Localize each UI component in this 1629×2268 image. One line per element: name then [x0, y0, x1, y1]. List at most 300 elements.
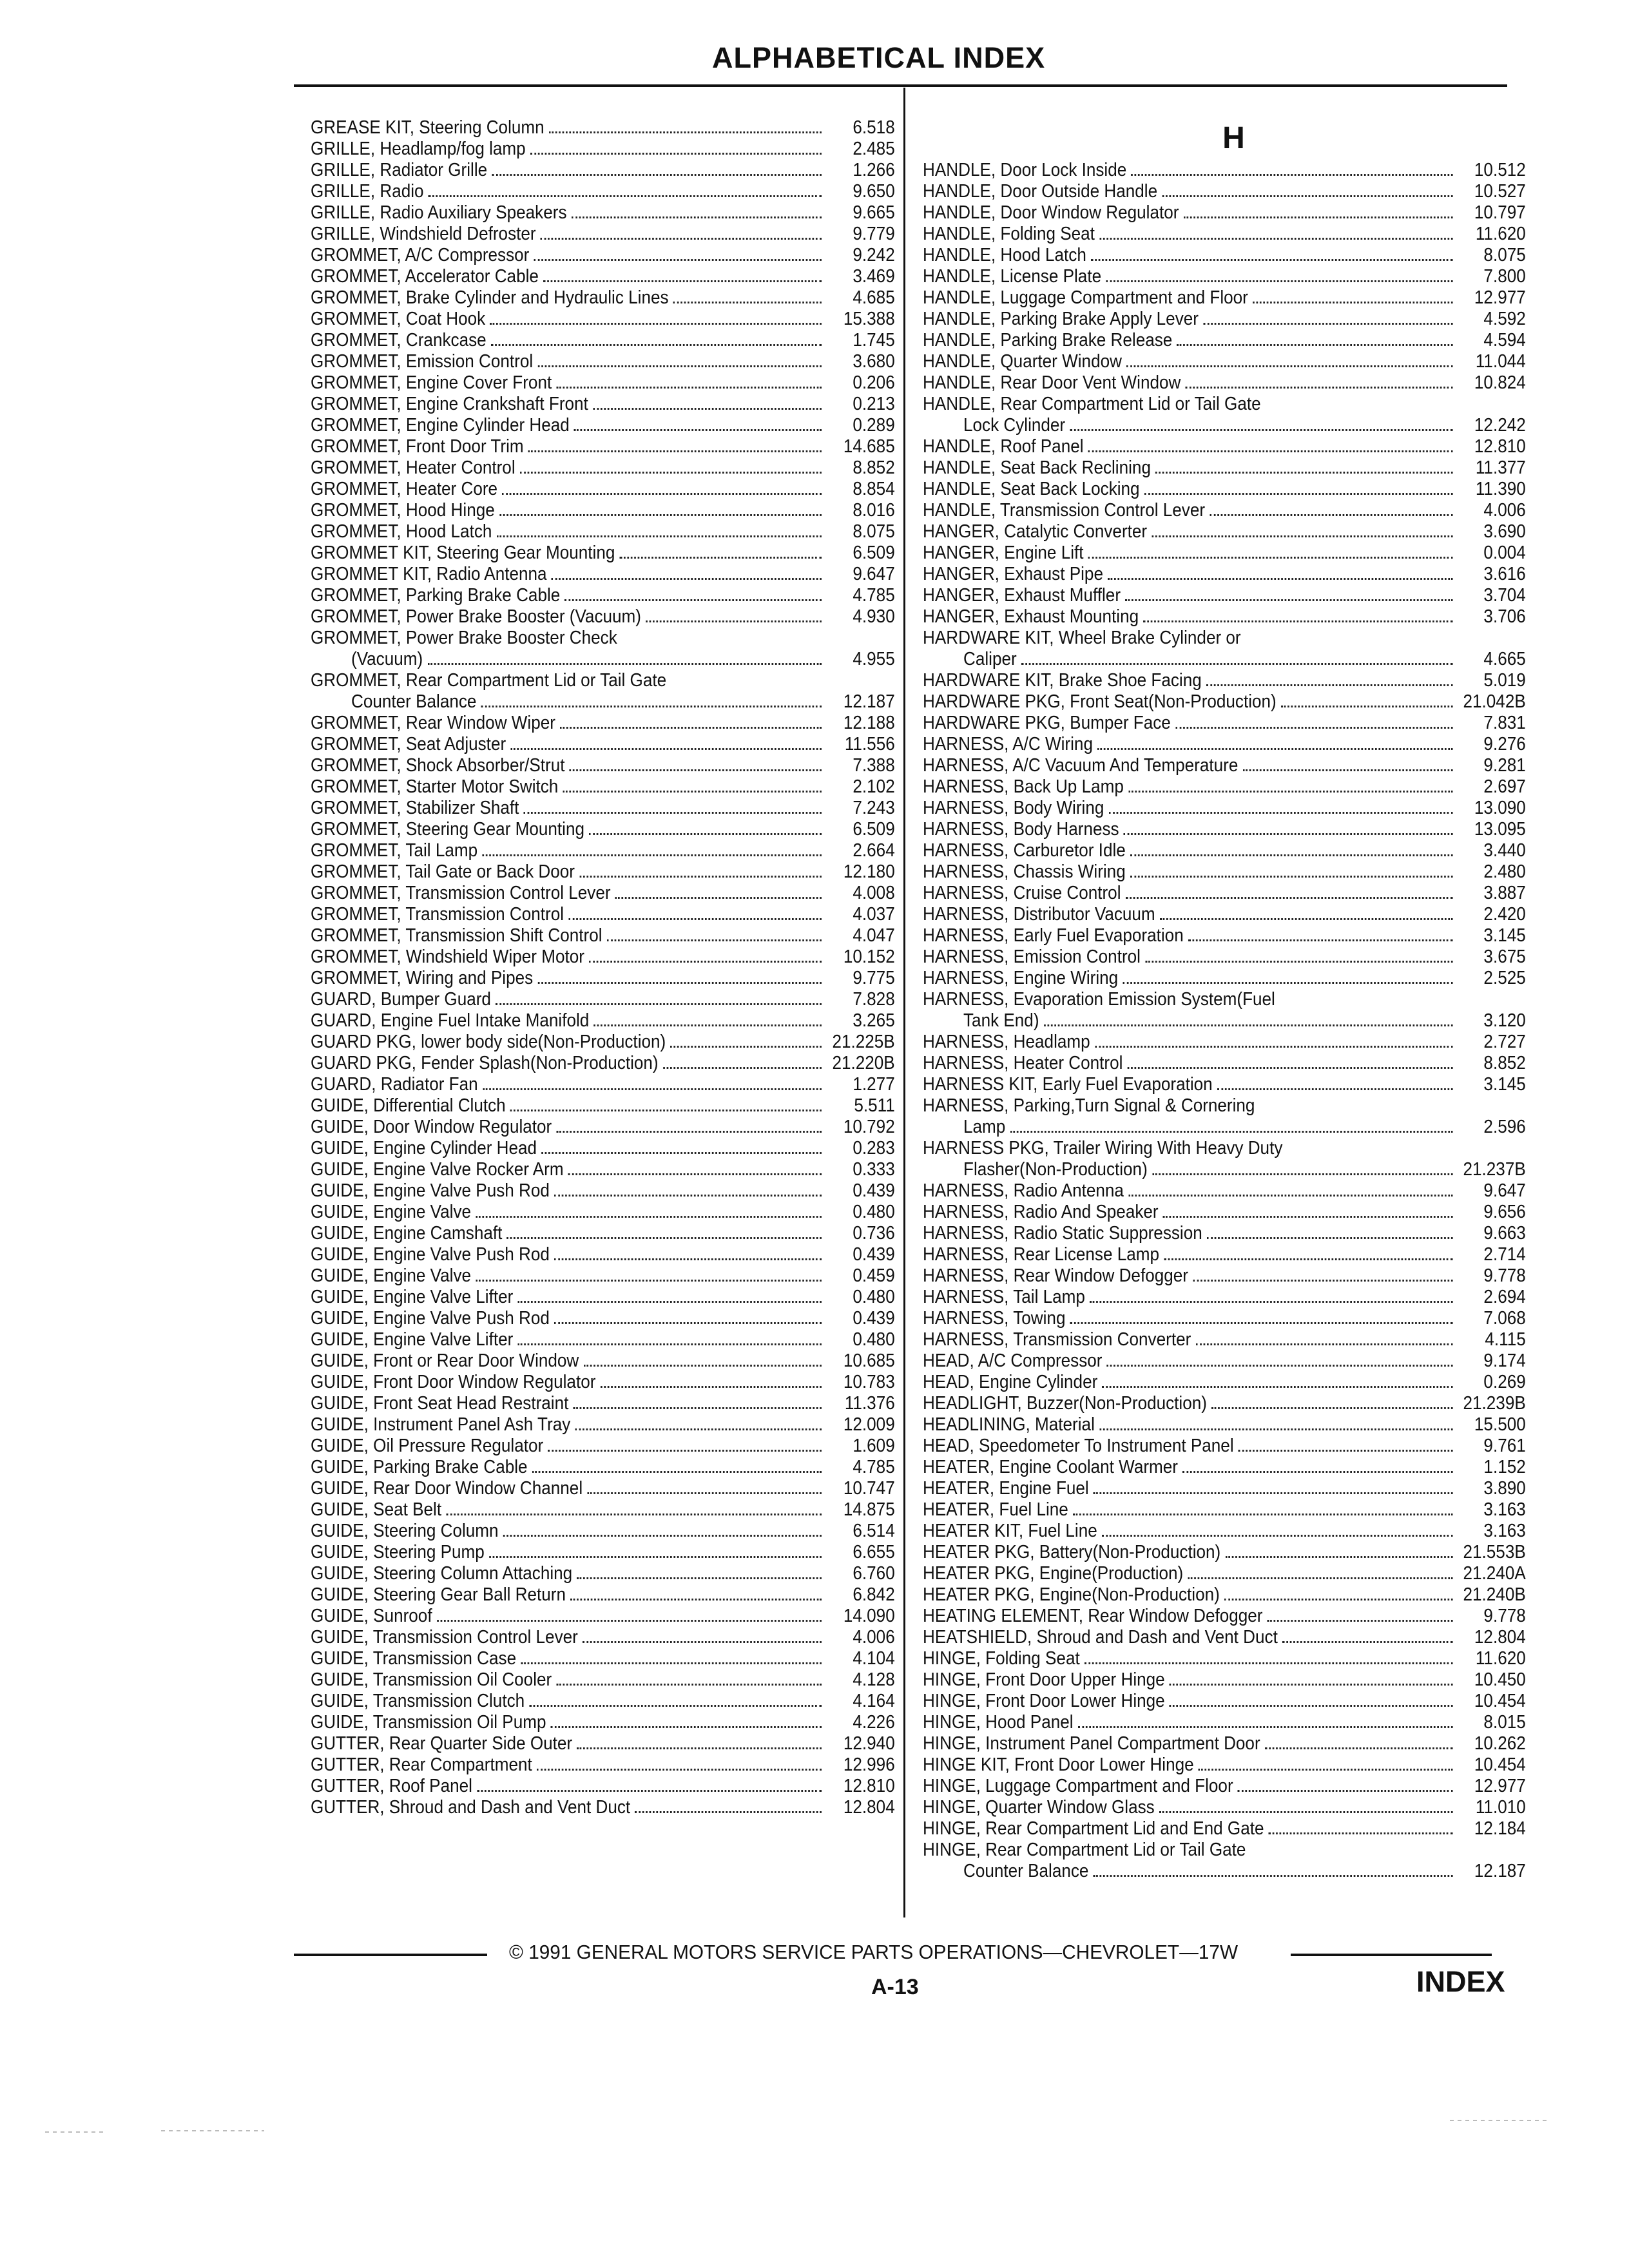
index-entry	[923, 989, 1526, 1032]
index-entry	[923, 798, 1526, 819]
page-reference: 12.009	[843, 1414, 895, 1435]
entry-text: HINGE, Rear Compartment Lid and End Gate	[923, 1818, 1264, 1839]
index-entry	[923, 330, 1526, 351]
dot-leader	[483, 1088, 822, 1090]
dot-leader	[1107, 1365, 1453, 1367]
entry-text: GROMMET, Engine Cylinder Head	[311, 415, 570, 436]
entry-text: HANDLE, Rear Compartment Lid or Tail Gate	[923, 394, 1261, 414]
index-entry	[311, 1648, 895, 1669]
entry-text: GRILLE, Windshield Defroster	[311, 224, 536, 244]
entry-text: HEATER PKG, Engine(Non-Production)	[923, 1584, 1220, 1605]
page-reference: 9.778	[1483, 1265, 1526, 1286]
dot-leader	[524, 812, 822, 814]
entry-text: HANDLE, Parking Brake Apply Lever	[923, 309, 1199, 329]
index-entry	[311, 925, 895, 947]
entry-text: GROMMET, Brake Cylinder and Hydraulic Lines	[311, 287, 669, 308]
index-entry	[923, 1797, 1526, 1818]
page-reference: 3.163	[1483, 1499, 1526, 1520]
index-entry	[923, 1521, 1526, 1542]
dot-leader	[1109, 812, 1453, 814]
right-column	[923, 117, 1525, 1882]
index-entry	[311, 1350, 895, 1372]
dot-leader	[552, 578, 822, 580]
index-entry	[311, 1308, 895, 1329]
entry-text: HARNESS, Radio And Speaker	[923, 1202, 1159, 1222]
index-entry	[923, 500, 1526, 521]
entry-text: GROMMET, Hood Latch	[311, 521, 492, 542]
page-reference: 9.650	[853, 181, 895, 202]
page-reference: 11.376	[844, 1393, 895, 1414]
entry-text: HARNESS, Carburetor Idle	[923, 840, 1126, 861]
page-reference: 9.778	[1483, 1606, 1526, 1626]
index-entry	[923, 1669, 1526, 1691]
index-entry	[923, 925, 1526, 947]
index-entry	[311, 1095, 895, 1117]
dot-leader	[1102, 1386, 1452, 1388]
index-entry	[311, 1265, 895, 1287]
dot-leader	[481, 706, 822, 707]
entry-text: GROMMET, Emission Control	[311, 351, 534, 372]
index-entry	[311, 457, 895, 479]
page-reference: 4.115	[1485, 1329, 1526, 1350]
page-reference: 4.592	[1483, 309, 1526, 329]
entry-text: GUIDE, Transmission Oil Cooler	[311, 1669, 552, 1690]
dot-leader	[446, 1514, 822, 1515]
dot-leader	[593, 408, 822, 410]
page-reference: 10.783	[843, 1372, 895, 1392]
index-entry	[311, 883, 895, 904]
index-entry	[923, 1712, 1526, 1733]
page-reference: 2.694	[1483, 1287, 1526, 1307]
page-reference: 10.747	[843, 1478, 895, 1499]
dot-leader	[572, 216, 822, 218]
dot-leader	[1128, 1195, 1452, 1196]
page-reference: 3.145	[1483, 1074, 1526, 1095]
dot-leader	[427, 663, 822, 665]
dot-leader	[1130, 854, 1452, 856]
entry-text: GROMMET, Hood Hinge	[311, 500, 495, 521]
index-entry	[311, 245, 895, 266]
page-reference: 4.128	[853, 1669, 895, 1690]
dot-leader	[1177, 344, 1453, 346]
entry-text: GUARD, Bumper Guard	[311, 989, 491, 1010]
page-reference: 11.010	[1475, 1797, 1526, 1818]
dot-leader	[551, 1726, 822, 1728]
index-entry	[311, 1457, 895, 1478]
footer-rule-right	[1291, 1954, 1492, 1956]
page-reference: 12.187	[843, 691, 895, 712]
entry-text: HANDLE, Seat Back Reclining	[923, 457, 1151, 478]
entry-text-continued: Caliper	[963, 649, 1017, 669]
page-reference: 4.594	[1483, 330, 1526, 351]
dot-leader	[1188, 939, 1452, 941]
entry-text: GROMMET, Engine Crankshaft Front	[311, 394, 588, 414]
index-entry	[311, 266, 895, 287]
entry-text: GROMMET, Stabilizer Shaft	[311, 798, 519, 818]
dot-leader	[1128, 1067, 1453, 1069]
entry-text: HEATER, Engine Coolant Warmer	[923, 1457, 1178, 1477]
entry-text: HEAD, Speedometer To Instrument Panel	[923, 1436, 1234, 1456]
entry-text: GROMMET, Shock Absorber/Strut	[311, 755, 565, 776]
page-reference: 12.810	[843, 1776, 895, 1796]
dot-leader	[583, 1365, 822, 1367]
page-reference: 12.977	[1474, 1776, 1526, 1796]
dot-leader	[548, 1450, 822, 1452]
index-entry	[311, 734, 895, 755]
left-column	[311, 117, 894, 1818]
page-reference: 4.665	[1483, 649, 1526, 669]
entry-text: GUIDE, Engine Valve Rocker Arm	[311, 1159, 564, 1180]
index-entry	[923, 1542, 1526, 1563]
entry-text: GUARD PKG, lower body side(Non-Production)	[311, 1032, 666, 1052]
dot-leader	[1152, 1173, 1452, 1175]
dot-leader	[1170, 1705, 1452, 1707]
page-reference: 9.647	[1483, 1180, 1526, 1201]
entry-text: HANGER, Exhaust Muffler	[923, 585, 1121, 606]
entry-text: GUIDE, Front Seat Head Restraint	[311, 1393, 569, 1414]
index-entry	[311, 606, 895, 628]
index-entry	[311, 1393, 895, 1414]
dot-leader	[1106, 280, 1452, 282]
page-reference: 21.553B	[1463, 1542, 1526, 1562]
dot-leader	[568, 918, 822, 920]
page-reference: 21.220B	[832, 1053, 895, 1073]
page-reference: 10.797	[1474, 202, 1526, 223]
entry-text: GREASE KIT, Steering Column	[311, 117, 545, 138]
index-entry	[923, 861, 1526, 883]
index-entry	[311, 351, 895, 372]
page-reference: 0.736	[853, 1223, 895, 1244]
entry-text: HANDLE, License Plate	[923, 266, 1102, 287]
dot-leader	[589, 961, 822, 963]
page-reference: 7.828	[853, 989, 895, 1010]
page-reference: 12.804	[843, 1797, 895, 1818]
dot-leader	[1088, 450, 1453, 452]
index-entry	[311, 1563, 895, 1584]
dot-leader	[568, 1173, 822, 1175]
entry-text: HARNESS, Early Fuel Evaporation	[923, 925, 1184, 946]
dot-leader	[482, 854, 822, 856]
entry-text: GROMMET, Starter Motor Switch	[311, 776, 559, 797]
dot-leader	[1160, 918, 1452, 920]
entry-text: HANGER, Catalytic Converter	[923, 521, 1148, 542]
dot-leader	[663, 1067, 822, 1069]
index-entry	[311, 1712, 895, 1733]
index-entry	[923, 457, 1526, 479]
entry-text: GUIDE, Front Door Window Regulator	[311, 1372, 596, 1392]
dot-leader	[1170, 1684, 1452, 1686]
page-title: ALPHABETICAL INDEX	[712, 41, 1046, 74]
index-entry	[311, 1032, 895, 1053]
entry-text: HINGE, Front Door Lower Hinge	[923, 1691, 1165, 1711]
entry-text: GUIDE, Parking Brake Cable	[311, 1457, 528, 1477]
index-entry	[311, 500, 895, 521]
entry-text: HANDLE, Rear Door Vent Window	[923, 372, 1181, 393]
page-reference: 9.656	[1483, 1202, 1526, 1222]
index-entry	[311, 713, 895, 734]
entry-text: GUTTER, Roof Panel	[311, 1776, 472, 1796]
entry-text: GROMMET, Power Brake Booster Check	[311, 628, 617, 648]
dot-leader	[1152, 535, 1452, 537]
dot-leader	[1162, 195, 1452, 197]
dot-leader	[1131, 174, 1452, 176]
index-entry	[311, 861, 895, 883]
dot-leader	[510, 748, 822, 750]
entry-text: GUTTER, Rear Quarter Side Outer	[311, 1733, 573, 1754]
dot-leader	[1010, 1131, 1452, 1133]
index-entry	[311, 1627, 895, 1648]
dot-leader	[1195, 1343, 1452, 1345]
entry-text: HARDWARE PKG, Front Seat(Non-Production)	[923, 691, 1277, 712]
page-reference: 11.620	[1475, 224, 1526, 244]
entry-text: GROMMET, Engine Cover Front	[311, 372, 552, 393]
entry-text: GROMMET, Wiring and Pipes	[311, 968, 534, 988]
page-reference: 1.745	[853, 330, 895, 351]
entry-text: GROMMET, Parking Brake Cable	[311, 585, 561, 606]
dot-leader	[1073, 1514, 1452, 1515]
index-entry	[923, 606, 1526, 628]
index-entry	[311, 139, 895, 160]
entry-text: GUIDE, Transmission Clutch	[311, 1691, 525, 1711]
index-entry	[923, 1840, 1526, 1882]
dot-leader	[1128, 791, 1452, 793]
page-reference: 3.706	[1483, 606, 1526, 627]
dot-leader	[537, 1769, 822, 1771]
index-entry	[311, 1414, 895, 1436]
index-entry	[923, 1457, 1526, 1478]
dot-leader	[532, 1471, 822, 1473]
entry-text: HARNESS, Evaporation Emission System(Fuel	[923, 989, 1275, 1010]
index-entry	[311, 415, 895, 436]
index-entry	[923, 1691, 1526, 1712]
dot-leader	[1090, 1301, 1452, 1303]
index-entry	[311, 1499, 895, 1521]
page-reference: 9.281	[1483, 755, 1526, 776]
entry-text: GUIDE, Transmission Oil Pump	[311, 1712, 546, 1733]
dot-leader	[570, 769, 822, 771]
index-entry	[923, 1499, 1526, 1521]
dot-leader	[492, 174, 822, 176]
page-reference: 7.243	[853, 798, 895, 818]
index-entry	[923, 1776, 1526, 1797]
section-letter: H	[1222, 121, 1245, 155]
index-entry	[311, 1754, 895, 1776]
dot-leader	[577, 1747, 822, 1749]
index-entry	[311, 330, 895, 351]
section-label: INDEX	[1416, 1965, 1505, 1998]
dot-leader	[564, 599, 822, 601]
dot-leader	[510, 1110, 822, 1111]
entry-text: GROMMET, Coat Hook	[311, 309, 486, 329]
page-reference: 6.518	[853, 117, 895, 138]
index-entry	[923, 202, 1526, 224]
index-entry	[311, 1478, 895, 1499]
entry-text: HINGE, Hood Panel	[923, 1712, 1074, 1733]
page-reference: 12.940	[843, 1733, 895, 1754]
dot-leader	[1102, 1535, 1452, 1537]
page-reference: 8.852	[1483, 1053, 1526, 1073]
index-entry	[311, 479, 895, 500]
dot-leader	[490, 323, 822, 325]
dot-leader	[1210, 514, 1452, 516]
dot-leader	[1099, 238, 1452, 240]
page-reference: 1.152	[1483, 1457, 1526, 1477]
index-entry	[923, 160, 1526, 181]
dot-leader	[554, 1258, 822, 1260]
index-entry	[923, 521, 1526, 543]
index-entry	[923, 1478, 1526, 1499]
dot-leader	[537, 982, 822, 984]
page-reference: 21.240A	[1463, 1563, 1526, 1584]
entry-text: GROMMET, Rear Compartment Lid or Tail Gate	[311, 670, 667, 691]
dot-leader	[437, 1620, 822, 1622]
entry-text: GUIDE, Engine Valve	[311, 1202, 472, 1222]
dot-leader	[1269, 1832, 1453, 1834]
entry-text: HARNESS, Emission Control	[923, 947, 1141, 967]
dot-leader	[1144, 493, 1453, 495]
dot-leader	[1199, 1769, 1452, 1771]
entry-text: HEATER KIT, Fuel Line	[923, 1521, 1097, 1541]
dot-leader	[1159, 1811, 1452, 1813]
footer-rule-left	[294, 1954, 487, 1956]
entry-text: HANDLE, Folding Seat	[923, 224, 1095, 244]
entry-text: HARNESS, Transmission Converter	[923, 1329, 1191, 1350]
page-reference: 3.704	[1483, 585, 1526, 606]
page-reference: 10.792	[843, 1117, 895, 1137]
page-reference: 12.804	[1474, 1627, 1526, 1648]
index-entry	[923, 351, 1526, 372]
page-reference: 7.800	[1483, 266, 1526, 287]
entry-text: GUTTER, Rear Compartment	[311, 1754, 532, 1775]
entry-text: HEATING ELEMENT, Rear Window Defogger	[923, 1606, 1263, 1626]
page-reference: 3.120	[1483, 1010, 1526, 1031]
dot-leader	[477, 1790, 822, 1792]
dot-leader	[1282, 1641, 1452, 1643]
page-reference: 4.164	[853, 1691, 895, 1711]
dot-leader	[1130, 876, 1452, 878]
index-entry	[311, 564, 895, 585]
entry-text: HANDLE, Parking Brake Release	[923, 330, 1173, 351]
entry-text-continued: Counter Balance	[351, 691, 477, 712]
entry-text: GUIDE, Front or Rear Door Window	[311, 1350, 579, 1371]
index-entry	[311, 1733, 895, 1754]
index-entry	[923, 266, 1526, 287]
entry-text: HARNESS, Radio Static Suppression	[923, 1223, 1202, 1244]
index-entry	[923, 840, 1526, 861]
page-reference: 5.511	[854, 1095, 895, 1116]
entry-text: GRILLE, Headlamp/fog lamp	[311, 139, 526, 159]
index-entry	[311, 1797, 895, 1818]
entry-text: HARNESS, Back Up Lamp	[923, 776, 1124, 797]
page-reference: 12.180	[843, 861, 895, 882]
index-entry	[311, 224, 895, 245]
column-divider	[903, 88, 905, 1917]
entry-text: HANDLE, Transmission Control Lever	[923, 500, 1206, 521]
page-reference: 0.283	[853, 1138, 895, 1158]
dot-leader	[563, 791, 822, 793]
page-reference: 12.242	[1474, 415, 1526, 436]
page-reference: 5.019	[1483, 670, 1526, 691]
index-entry	[923, 1606, 1526, 1627]
page-reference: 21.240B	[1463, 1584, 1526, 1605]
scan-speck	[1450, 2120, 1547, 2121]
entry-text: GROMMET, Accelerator Cable	[311, 266, 539, 287]
entry-text: HANGER, Engine Lift	[923, 543, 1084, 563]
page-reference: 4.037	[853, 904, 895, 925]
page-reference: 6.655	[853, 1542, 895, 1562]
dot-leader	[1253, 302, 1452, 303]
dot-leader	[589, 833, 822, 835]
index-entry	[923, 904, 1526, 925]
dot-leader	[1126, 897, 1453, 899]
entry-text: GUIDE, Engine Valve Push Rod	[311, 1180, 550, 1201]
index-entry	[311, 1372, 895, 1393]
entry-text: HANDLE, Door Window Regulator	[923, 202, 1179, 223]
entry-text: HARDWARE PKG, Bumper Face	[923, 713, 1171, 733]
entry-text: HARNESS PKG, Trailer Wiring With Heavy Duty	[923, 1138, 1283, 1158]
index-entry	[923, 181, 1526, 202]
index-entry	[311, 436, 895, 457]
entry-text: HARNESS, A/C Vacuum And Temperature	[923, 755, 1239, 776]
index-entry	[923, 1074, 1526, 1095]
dot-leader	[1145, 961, 1452, 963]
entry-text: GUIDE, Sunroof	[311, 1606, 432, 1626]
page-reference: 14.875	[843, 1499, 895, 1520]
dot-leader	[620, 557, 822, 559]
page-reference: 0.333	[853, 1159, 895, 1180]
index-entry	[923, 1202, 1526, 1223]
dot-leader	[1206, 684, 1452, 686]
page-reference: 8.075	[853, 521, 895, 542]
dot-leader	[1186, 387, 1453, 389]
index-entry	[311, 1053, 895, 1074]
entry-text: GUIDE, Engine Camshaft	[311, 1223, 503, 1244]
entry-text: HANGER, Exhaust Mounting	[923, 606, 1139, 627]
dot-leader	[476, 1280, 822, 1282]
page-reference: 6.842	[853, 1584, 895, 1605]
entry-text: GUIDE, Transmission Control Lever	[311, 1627, 578, 1648]
index-entry	[311, 1542, 895, 1563]
page-reference: 2.102	[853, 776, 895, 797]
index-entry	[923, 776, 1526, 798]
page-reference: 21.239B	[1463, 1393, 1526, 1414]
dot-leader	[530, 153, 822, 155]
index-entry	[923, 394, 1526, 436]
dot-leader	[520, 472, 822, 474]
dot-leader	[554, 1195, 822, 1196]
dot-leader	[1088, 557, 1453, 559]
dot-leader	[1095, 1046, 1452, 1048]
index-entry	[311, 1436, 895, 1457]
entry-text: HANDLE, Roof Panel	[923, 436, 1084, 457]
index-entry	[311, 1223, 895, 1244]
entry-text-continued: Flasher(Non-Production)	[963, 1159, 1148, 1180]
index-entry	[923, 1414, 1526, 1436]
index-entry	[923, 1436, 1526, 1457]
entry-text: HEATER, Fuel Line	[923, 1499, 1068, 1520]
entry-text: HARNESS, Engine Wiring	[923, 968, 1119, 988]
page-reference: 1.609	[853, 1436, 895, 1456]
dot-leader	[607, 939, 822, 941]
entry-text: GRILLE, Radiator Grille	[311, 160, 488, 180]
entry-text: HANDLE, Luggage Compartment and Floor	[923, 287, 1248, 308]
entry-text: GROMMET KIT, Radio Antenna	[311, 564, 547, 584]
page-reference: 9.663	[1483, 1223, 1526, 1244]
dot-leader	[1164, 1258, 1452, 1260]
dot-leader	[1099, 1428, 1452, 1430]
dot-leader	[1125, 599, 1452, 601]
dot-leader	[534, 259, 822, 261]
